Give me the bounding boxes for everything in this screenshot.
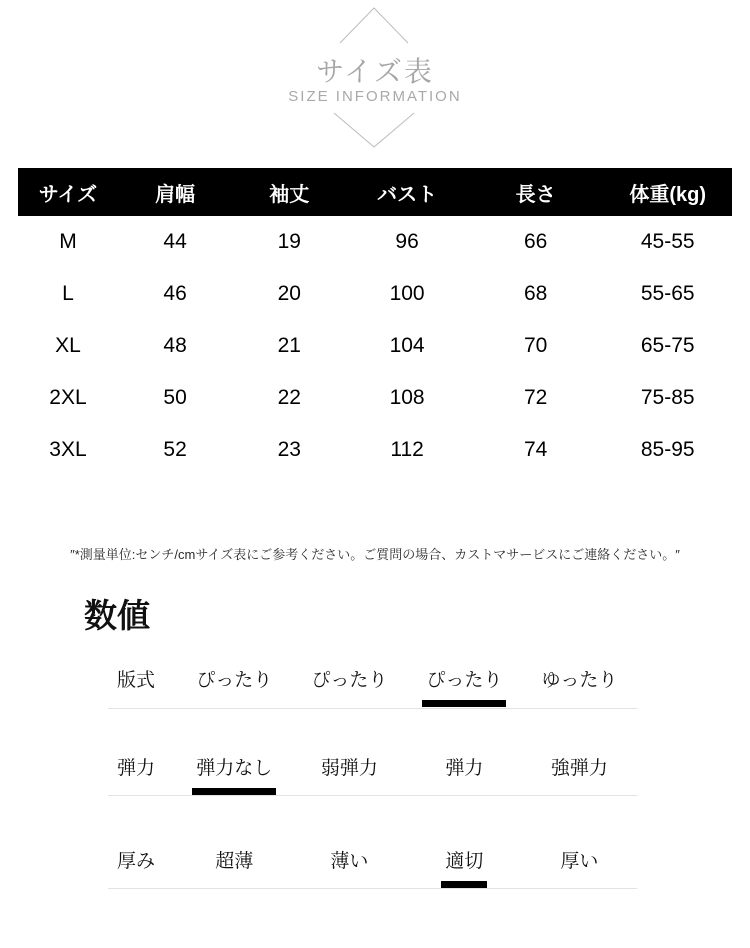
size-table-cell: XL xyxy=(55,334,81,357)
spec-heading: 数値 xyxy=(84,597,150,634)
size-table-cell: 72 xyxy=(523,386,548,409)
size-table-cell: 44 xyxy=(163,230,187,253)
size-table-cell: L xyxy=(62,282,74,305)
page-title: サイズ表 xyxy=(316,56,434,87)
size-table-cell: 112 xyxy=(390,438,424,461)
size-table-cell: 23 xyxy=(277,438,301,461)
size-table-cell: 19 xyxy=(277,230,301,253)
size-table-cell: 66 xyxy=(523,230,548,253)
size-table-row xyxy=(18,424,732,476)
spec-row xyxy=(108,845,637,889)
spec-option: 強弾力 xyxy=(550,758,608,779)
size-table-cell: 3XL xyxy=(49,438,87,461)
size-table-cell: 100 xyxy=(389,282,425,305)
size-table-cell: 45-55 xyxy=(640,230,695,253)
spec-row-label: 弾力 xyxy=(117,758,156,779)
size-table-cell: 75-85 xyxy=(640,386,695,409)
size-table-cell: 55-65 xyxy=(640,282,695,305)
page-subtitle: SIZE INFORMATION xyxy=(288,88,462,105)
size-table-header-cell: バスト xyxy=(377,183,438,206)
size-table-row xyxy=(18,320,732,372)
size-table-cell: 48 xyxy=(163,334,187,357)
spec-option-selected: 適切 xyxy=(407,849,522,888)
size-table-cell: 52 xyxy=(163,438,187,461)
size-table-cell: M xyxy=(59,230,77,253)
size-table-cell: 68 xyxy=(523,282,548,305)
size-table-cell: 85-95 xyxy=(640,438,695,461)
size-table-body xyxy=(18,216,732,476)
size-table-cell: 46 xyxy=(163,282,187,305)
size-table-cell: 2XL xyxy=(49,386,87,409)
size-table-cell: 50 xyxy=(163,386,187,409)
spec-row-label: 厚み xyxy=(117,851,156,872)
size-table-header-cell: 肩幅 xyxy=(155,183,196,206)
size-table-cell: 96 xyxy=(395,230,419,253)
size-table-cell: 108 xyxy=(389,386,425,409)
size-table xyxy=(18,168,732,476)
size-table-header-cell: サイズ xyxy=(38,183,98,206)
size-table-row xyxy=(18,216,732,268)
size-table-cell: 104 xyxy=(389,334,425,357)
spec-option: ゆったり xyxy=(541,670,618,691)
size-table-row xyxy=(18,372,732,424)
size-table-header-cell: 長さ xyxy=(515,183,556,206)
size-table-header-cell: 体重(kg) xyxy=(629,183,707,206)
spec-option: 薄い xyxy=(330,851,369,872)
size-table-cell: 21 xyxy=(277,334,301,357)
spec-option: 厚い xyxy=(560,851,599,872)
spec-option: 弱弾力 xyxy=(320,758,378,779)
spec-option-selected: ぴったり xyxy=(407,668,522,708)
spec-row xyxy=(108,752,637,796)
size-table-cell: 22 xyxy=(277,386,301,409)
size-table-header xyxy=(18,168,732,216)
size-table-row xyxy=(18,268,732,320)
size-table-cell: 20 xyxy=(277,282,301,305)
spec-option: 弾力 xyxy=(445,758,484,779)
spec-option: ぴったり xyxy=(196,670,273,691)
spec-option: 超薄 xyxy=(215,851,254,872)
size-table-header-cell: 袖丈 xyxy=(269,183,310,206)
measurement-note: ″*測量単位:センチ/cmサイズ表にご参考ください。ご質問の場合、カストマサービスにご連絡ください。″ xyxy=(70,547,680,562)
spec-option-selected: 弾力なし xyxy=(177,756,292,795)
spec-row-label: 版式 xyxy=(117,670,156,691)
size-table-cell: 70 xyxy=(523,334,548,357)
spec-row xyxy=(108,664,637,709)
size-table-cell: 65-75 xyxy=(640,334,695,357)
spec-option: ぴったり xyxy=(311,670,388,691)
size-table-cell: 74 xyxy=(523,438,548,461)
